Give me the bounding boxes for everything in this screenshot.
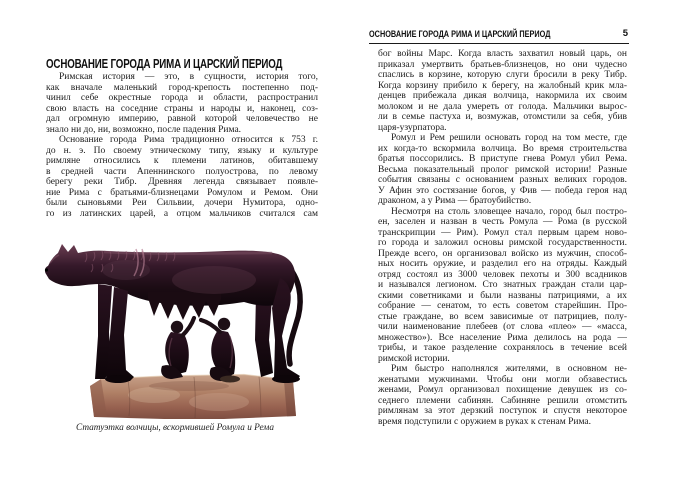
text-line: Весьма показательный пролог римской истории! Разные — [378, 164, 627, 175]
page-number: 5 — [622, 28, 628, 39]
text-line: собрание — сенатом, то есть советом старейшин. Про- — [378, 301, 627, 311]
text-line: скими советниками и были названы патрициями, а их — [378, 290, 627, 301]
text-line: У Афин это состязание богов, у Фив — победа героя над — [378, 185, 627, 196]
text-line: ли в семье пастуха и, возмужав, отомстили за себя, убив — [378, 112, 627, 122]
text-line: были сыновьями Реи Сильвии, дочери Нумитора, одно- — [46, 198, 318, 208]
text-line: го города и заложил основы римской государственности. — [378, 238, 627, 248]
text-line: трибы, и такое разделение сохранялось в течение всей — [378, 343, 627, 353]
text-line: братья поссорились. В приступе гнева Ромул убил Рема. — [378, 154, 627, 164]
text-line: приказал умертвить братьев-близнецов, но они чудесно — [378, 59, 627, 70]
text-line: Рим быстро наполнялся жителями, в основном не- — [391, 364, 627, 374]
wolf-statuette-figure — [44, 240, 306, 422]
text-line: римлянам за этот дерзкий поступок и спустя некоторое — [378, 406, 627, 416]
figure-caption: Статуэтка волчицы, вскормившей Ромула и Рема — [76, 423, 274, 433]
text-line: их когда-то вскормила волчица. Во время строительства — [378, 143, 627, 154]
wolf-statuette-image — [44, 240, 306, 422]
right-page-text — [378, 49, 627, 427]
text-line: ен, заселен и назван в честь Ромула — Рома (в русской — [378, 217, 627, 227]
running-header: ОСНОВАНИЕ ГОРОДА РИМА И ЦАРСКИЙ ПЕРИОД — [369, 29, 551, 39]
text-line: Ромул и Рем решили основать город на том месте, где — [391, 133, 627, 143]
left-page-text — [46, 72, 318, 219]
text-line: и назывался легионом. Сто знатных граждан стали цар- — [378, 280, 627, 290]
text-line: царя-узурпатора. — [378, 122, 447, 133]
text-line: Прежде всего, он организовал войско из мужчин, способ- — [378, 248, 627, 259]
text-line: события связаны с основанием разных великих городов. — [378, 175, 627, 185]
text-line: стые граждане, во всем зависимые от патрициев, полу- — [378, 311, 627, 322]
text-line: в средней части Апеннинского полуострова, по левому — [46, 166, 318, 177]
text-line: множество»). Все население Рима делилось на рода — — [378, 332, 627, 343]
text-line: Основание города Рима традиционно относится к 753 г. — [59, 135, 318, 145]
text-line: дал огромную империю, равной которой человечество не — [46, 114, 318, 124]
infant-remus — [201, 318, 240, 383]
text-line: молоком и не дала умереть от голода. Мальчики вырос- — [378, 101, 627, 112]
text-line: женатыми мужчинами. Чтобы они могли обзавестись — [378, 374, 627, 385]
text-line: берегу реки Тибр. Древняя легенда связывает появле- — [46, 177, 318, 187]
text-line: бог войны Марс. Когда власть захватил новый царь, он — [378, 49, 627, 59]
header-rule — [369, 43, 629, 44]
text-line: Несмотря на столь зловещее начало, город был постро- — [391, 206, 627, 217]
text-line: как вначале маленький город-крепость постепенно под- — [46, 82, 318, 93]
text-line: отряд состоял из 3000 человек пехоты и 300 всадников — [378, 269, 627, 280]
text-line: транскрипции — Рим). Ромул стал первым царем ново- — [378, 227, 627, 238]
text-line: Когда корзину прибило к берегу, на жалобный крик мла- — [378, 80, 627, 91]
text-line: денцев прибежала дикая волчица, накормила их своим — [378, 91, 627, 101]
text-line: чили наименование плебеев (от слова «плео» — «масса, — [378, 322, 627, 332]
text-line: до н. э. По своему этническому типу, языку и культуре — [46, 145, 318, 156]
text-line: ных носить оружие, и разделил его на отряды. Каждый — [378, 259, 627, 269]
text-line: го из латинских царей, а отцом мальчиков считался сам — [46, 208, 318, 219]
text-line: Римская история — это, в сущности, история того, — [59, 72, 318, 82]
text-line: время подступили с оружием в руках к стенам Рима. — [378, 416, 592, 427]
infant-romulus — [161, 318, 194, 379]
text-line: седнего племени сабинян. Сабиняне решили отомстить — [378, 395, 627, 406]
text-line: драконом, а у Рима — братоубийство. — [378, 196, 532, 206]
text-line: чинил себе окрестные города и области, распространил — [46, 93, 318, 103]
text-line: знало ни до, ни, возможно, после падения Рима. — [46, 124, 242, 135]
text-line: ние Рима с братьями-близнецами Ромулом и Ремом. Они — [46, 187, 318, 198]
text-line: свою власть на соседние страны и народы и, наконец, соз- — [46, 103, 318, 114]
text-line: женами, Ромул организовал похищение девушек из со- — [378, 385, 627, 395]
text-line: римской истории. — [378, 353, 450, 364]
text-line: римляне относились к племени латинов, обитавшему — [46, 156, 318, 166]
text-line: спаслись в корзине, которую слуги бросили в реку Тибр. — [378, 70, 627, 80]
chapter-title: ОСНОВАНИЕ ГОРОДА РИМА И ЦАРСКИЙ ПЕРИОД — [46, 57, 283, 72]
